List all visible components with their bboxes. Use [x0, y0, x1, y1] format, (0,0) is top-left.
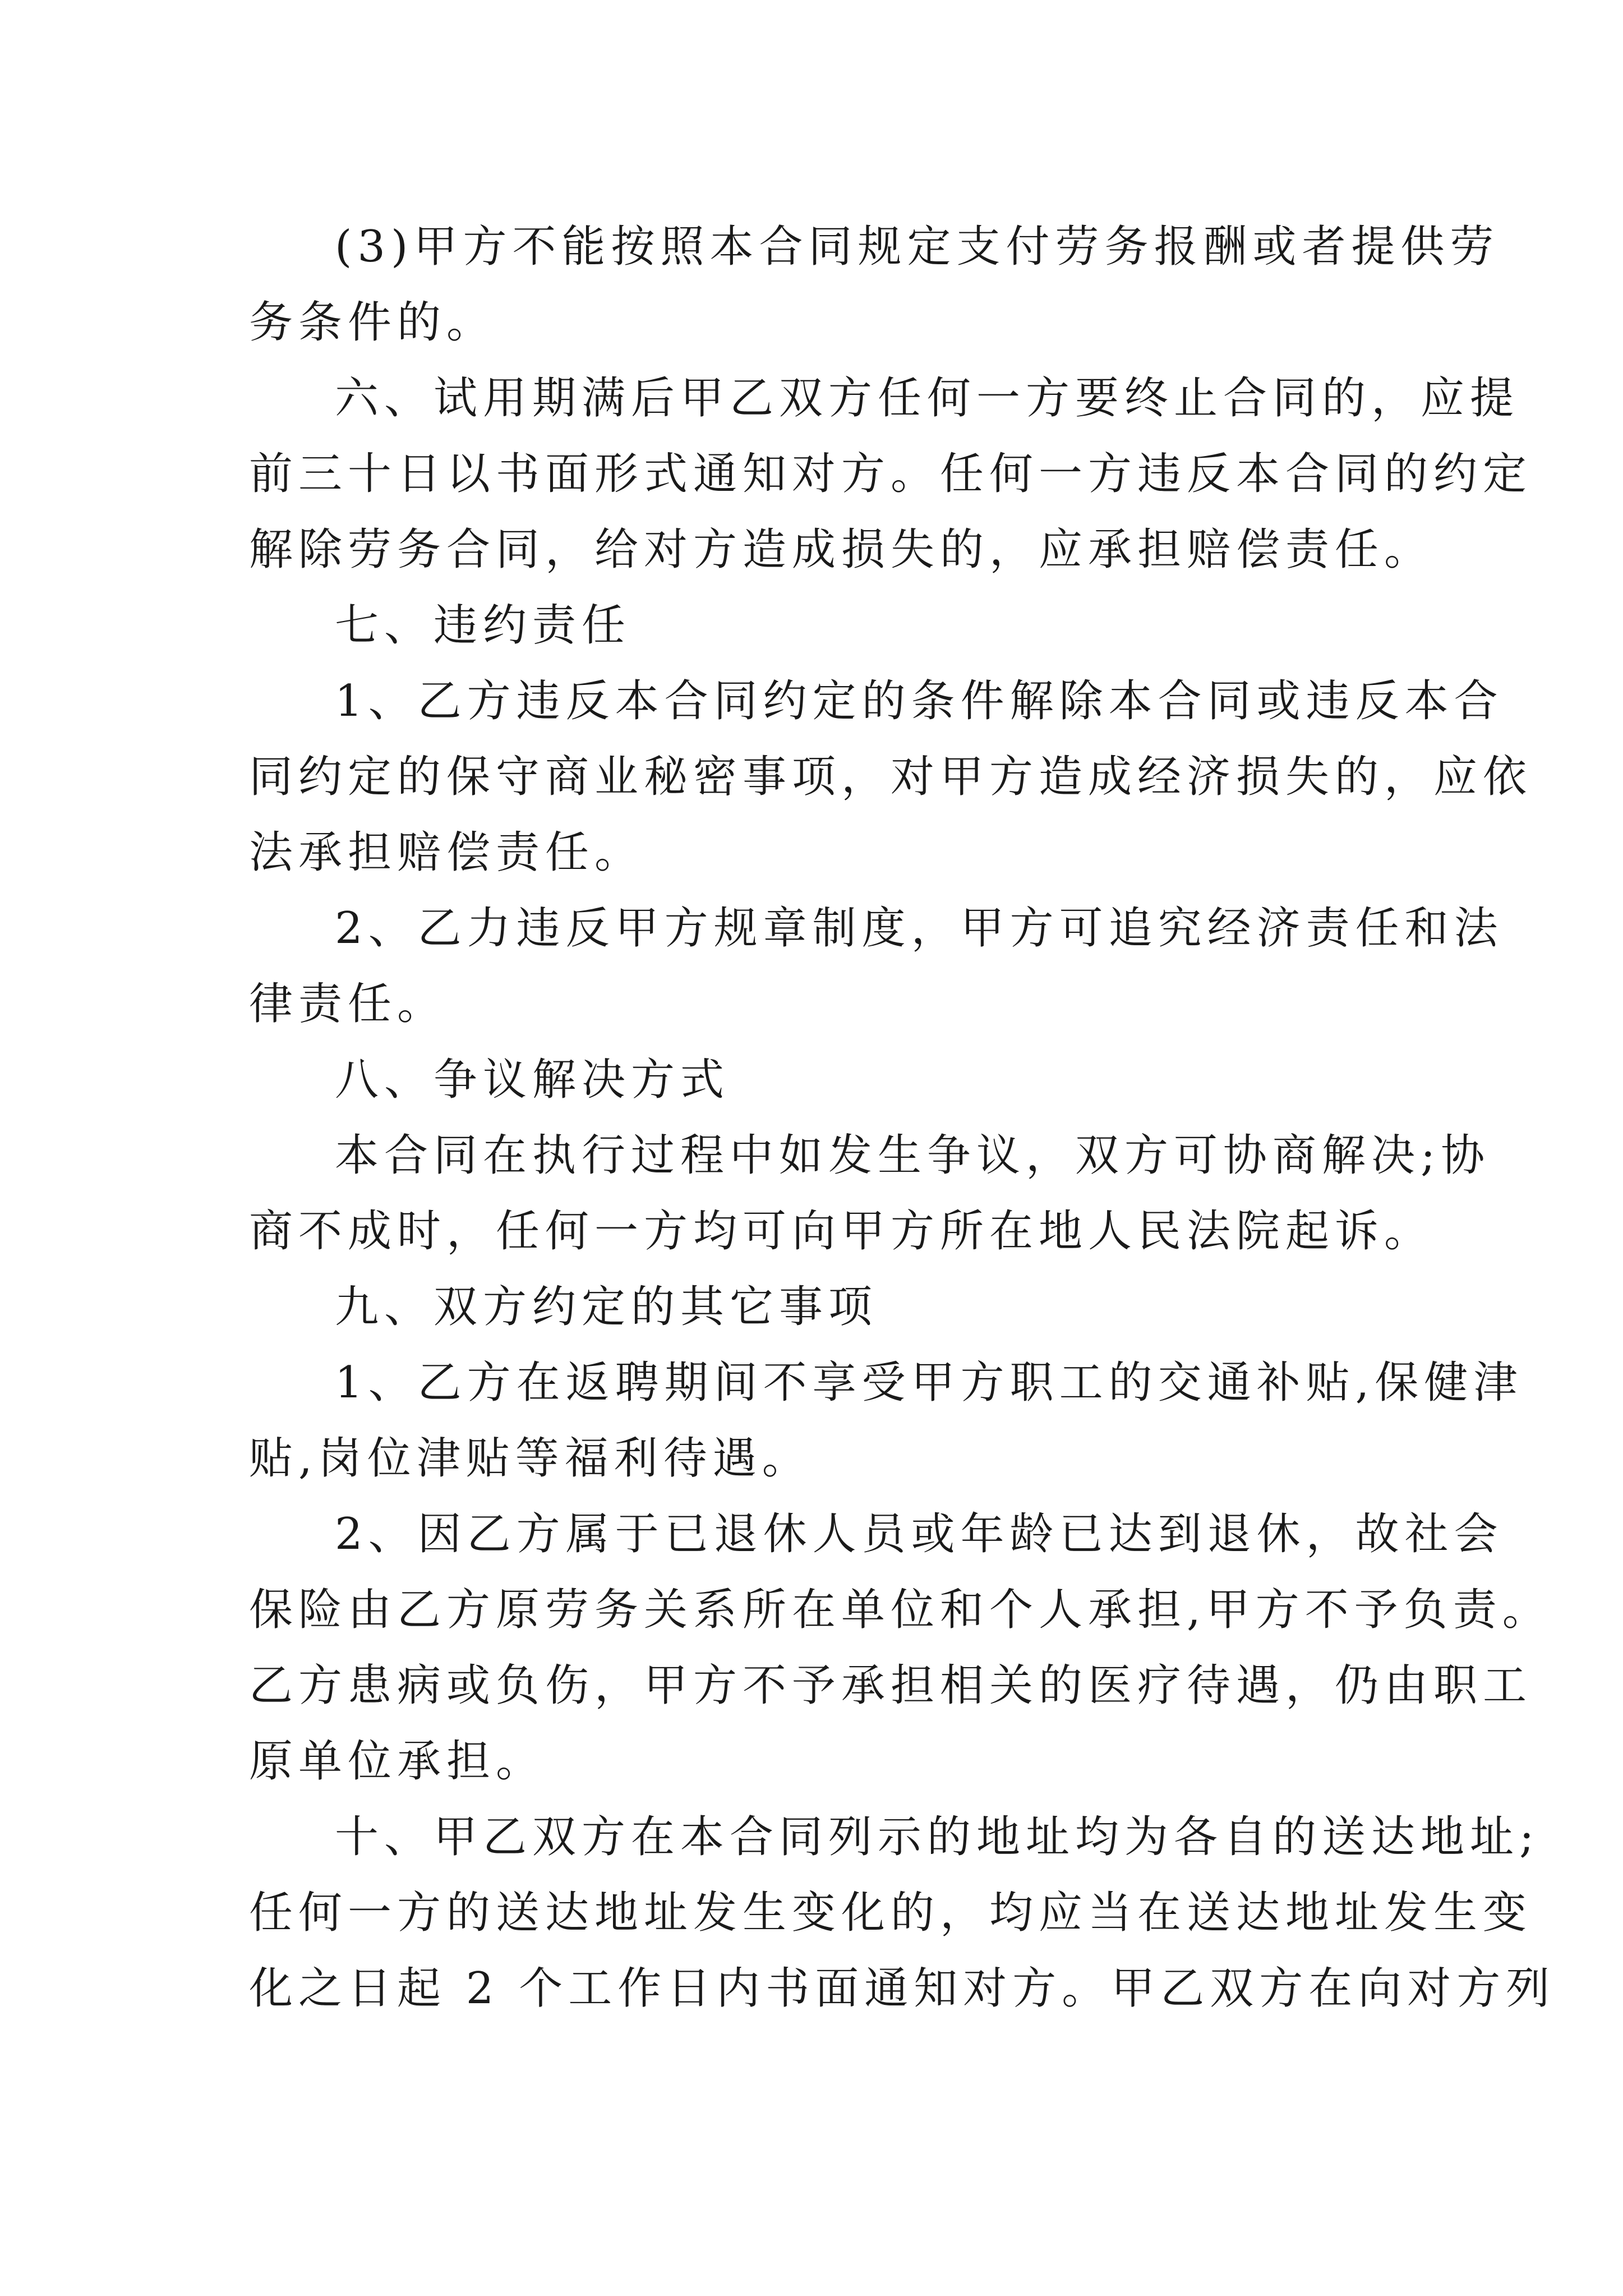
text-line: 法承担赔偿责任。 — [249, 827, 644, 878]
text-line: 化之日起 2 个工作日内书面通知对方。甲乙双方在向对方列 — [249, 1963, 1556, 2014]
text-line: 原单位承担。 — [249, 1736, 546, 1787]
text-line: 前三十日以书面形式通知对方。任何一方违反本合同的约定 — [249, 449, 1533, 499]
text-line: 解除劳务合同，给对方造成损失的，应承担赔偿责任。 — [249, 524, 1434, 575]
text-line: 2、因乙方属于已退休人员或年龄已达到退休，故社会 — [335, 1509, 1504, 1559]
text-line: 商不成时，任何一方均可向甲方所在地人民法院起诉。 — [249, 1206, 1434, 1257]
text-line: 1、乙方违反本合同约定的条件解除本合同或违反本合 — [335, 676, 1504, 726]
text-line: 务条件的。 — [249, 297, 496, 348]
text-line: 乙方患病或负伤，甲方不予承担相关的医疗待遇，仍由职工 — [249, 1660, 1533, 1711]
text-line: 2、乙力违反甲方规章制度，甲方可追究经济责任和法 — [335, 903, 1504, 954]
text-line: 六、试用期满后甲乙双方任何一方要终止合同的，应提 — [335, 373, 1520, 424]
text-line: 贴,岗位津贴等福利待遇。 — [249, 1433, 811, 1484]
text-line: 十、甲乙双方在本合同列示的地址均为各自的送达地址; — [335, 1812, 1540, 1862]
section-heading: 七、违约责任 — [335, 600, 631, 651]
text-line: 同约定的保守商业秘密事项，对甲方造成经济损失的，应依 — [249, 752, 1533, 802]
text-line: 本合同在执行过程中如发生争议，双方可协商解决;协 — [335, 1130, 1491, 1181]
text-line: (3)甲方不能按照本合同规定支付劳务报酬或者提供劳 — [335, 222, 1500, 272]
section-heading: 九、双方约定的其它事项 — [335, 1282, 878, 1332]
text-line: 律责任。 — [249, 979, 447, 1029]
text-line: 保险由乙方原劳务关系所在单位和个人承担,甲方不予负责。 — [249, 1585, 1552, 1635]
section-heading: 八、争议解决方式 — [335, 1055, 730, 1105]
text-line: 任何一方的送达地址发生变化的，均应当在送达地址发生变 — [249, 1888, 1533, 1938]
text-line: 1、乙方在返聘期间不享受甲方职工的交通补贴,保健津 — [335, 1358, 1523, 1408]
